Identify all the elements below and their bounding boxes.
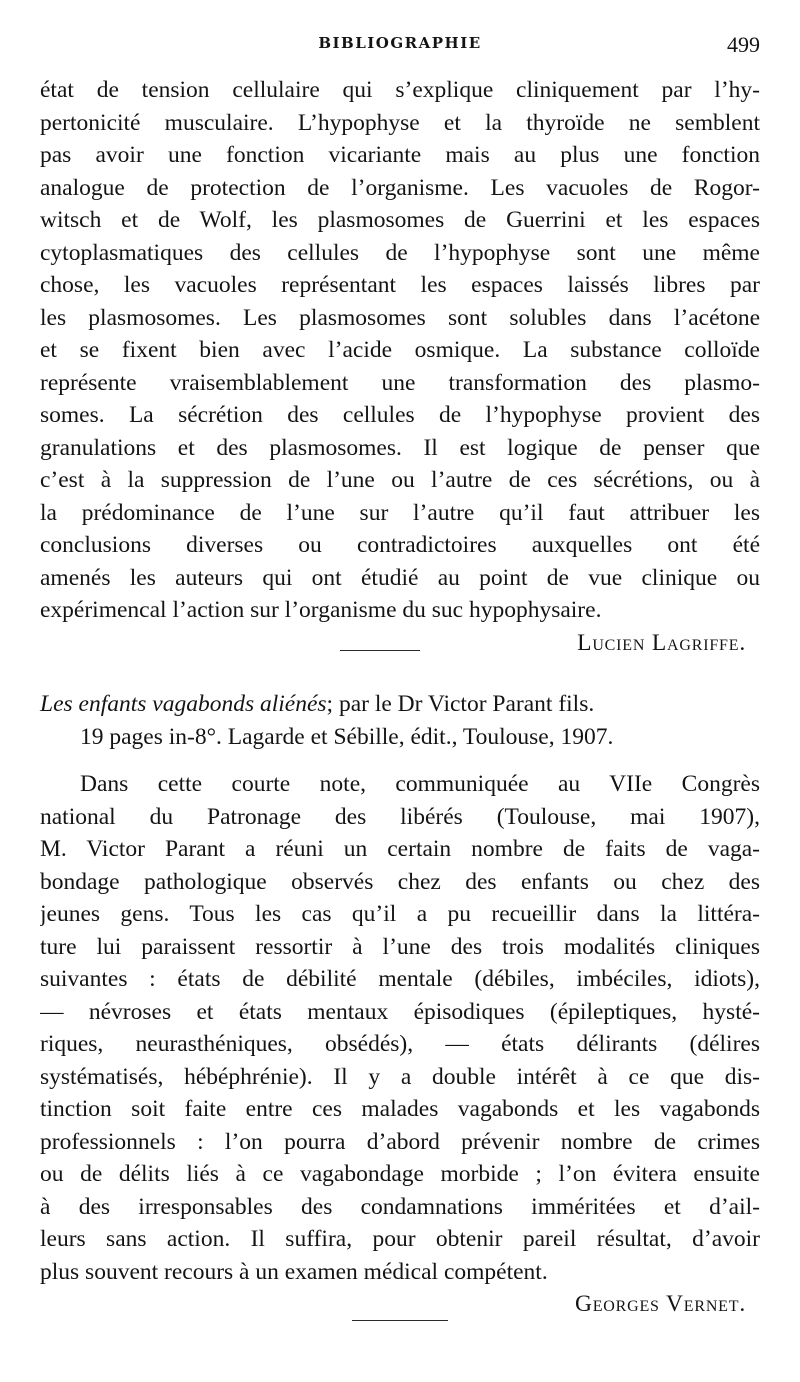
text-line: la prédominance de l’une sur l’autre qu’il faut attribuer les	[40, 499, 760, 526]
text-line: professionnels : l’on pourra d’abord prévenir nombre de crimes	[40, 1128, 760, 1155]
text-line: ou de délits liés à ce vagabondage morbide ; l’on évitera ensuite	[40, 1161, 760, 1187]
book-title: Les enfants vagabonds aliénés	[40, 691, 327, 717]
text-line: expérimencal l’action sur l’organisme du suc hypophysaire.	[40, 597, 602, 623]
text-line: somes. La sécrétion des cellules de l’hypophyse provient des	[40, 402, 760, 428]
text-line: jeunes gens. Tous les cas qu’il a pu recueillir dans la littéra-	[40, 901, 760, 927]
review-2-title	[40, 688, 760, 721]
text-line: — névroses et états mentaux épisodiques (épileptiques, hysté-	[40, 998, 760, 1025]
review-1-body	[40, 74, 760, 659]
book-publication-info: 19 pages in-8°. Lagarde et Sébille, édit., Toulouse, 1907.	[80, 723, 614, 750]
text-line: leurs sans action. Il suffira, pour obtenir pareil résultat, d’avoir	[40, 1226, 760, 1252]
text-line: chose, les vacuoles représentant les espaces laissés libres par	[40, 272, 760, 298]
text-line: M. Victor Parant a réuni un certain nombre de faits de vaga-	[40, 836, 760, 862]
text-line: amenés les auteurs qui ont étudié au point de vue clinique ou	[40, 564, 760, 591]
page-number: 499	[727, 32, 760, 57]
text-line: état de tension cellulaire qui s’explique cliniquement par l’hy-	[40, 77, 760, 103]
text-line: et se fixent bien avec l’acide osmique. La substance colloïde	[40, 337, 760, 363]
text-line: riques, neurasthéniques, obsédés), — états délirants (délires	[40, 1031, 760, 1057]
text-line: pas avoir une fonction vicariante mais au plus une fonction	[40, 142, 760, 168]
text-line: tinction soit faite entre ces malades vagabonds et les vagabonds	[40, 1096, 760, 1122]
text-line: granulations et des plasmosomes. Il est logique de penser que	[40, 434, 760, 461]
review-2-heading	[40, 688, 760, 753]
running-head-title: BIBLIOGRAPHIE	[318, 34, 482, 52]
review-2-body	[40, 768, 760, 1321]
text-line: c’est à la suppression de l’une ou l’autre de ces sécrétions, ou à	[40, 467, 760, 493]
review-2-signature: Georges Vernet.	[574, 1291, 746, 1317]
running-head	[40, 32, 760, 60]
text-line: ture lui paraissent ressortir à l’une des trois modalités cliniques	[40, 933, 760, 960]
text-line: Dans cette courte note, communiquée au VIIe Congrès	[80, 771, 760, 797]
text-line: systématisés, hébéphrénie). Il y a double intérêt à ce que dis-	[40, 1063, 760, 1090]
text-line: pertonicité musculaire. L’hypophyse et la thyroïde ne semblent	[40, 109, 760, 136]
text-line: les plasmosomes. Les plasmosomes sont solubles dans l’acétone	[40, 304, 760, 331]
review-1-signature: Lucien Lagriffe.	[577, 629, 746, 656]
text-line: bondage pathologique observés chez des enfants ou chez des	[40, 868, 760, 895]
text-line: suivantes : états de débilité mentale (débiles, imbéciles, idiots),	[40, 966, 760, 992]
text-line: plus souvent recours à un examen médical compétent.	[40, 1258, 548, 1285]
text-line: conclusions diverses ou contradictoires auxquelles ont été	[40, 532, 760, 558]
section-divider	[340, 650, 420, 651]
book-author: ; par le Dr Victor Parant fils.	[326, 691, 595, 717]
text-line: national du Patronage des libérés (Toulouse, mai 1907),	[40, 803, 760, 830]
text-line: cytoplasmatiques des cellules de l’hypophyse sont une même	[40, 239, 760, 266]
text-line: witsch et de Wolf, les plasmosomes de Guerrini et les espaces	[40, 207, 760, 233]
section-divider	[352, 1320, 448, 1321]
text-line: analogue de protection de l’organisme. Les vacuoles de Rogor-	[40, 174, 760, 201]
text-line: à des irresponsables des condamnations imméritées et d’ail-	[40, 1193, 760, 1220]
text-line: représente vraisemblablement une transformation des plasmo-	[40, 369, 760, 396]
